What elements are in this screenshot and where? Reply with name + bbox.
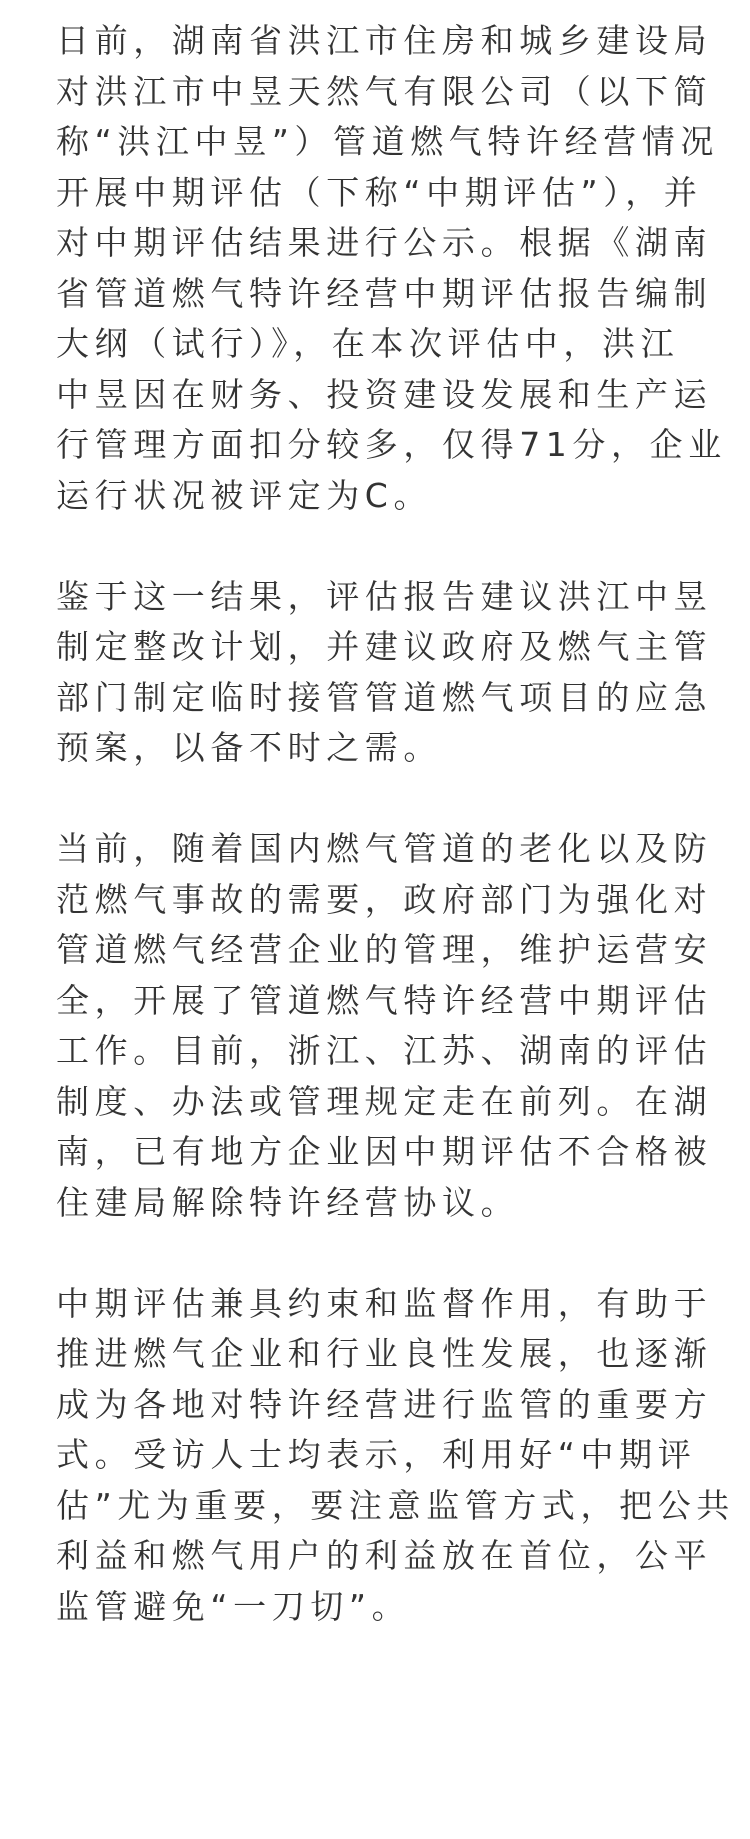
text-line: 称“洪江中昱”）管道燃气特许经营情况 (56, 122, 719, 161)
text-line: 大纲（试行）》，在本次评估中，洪江 (56, 324, 680, 363)
paragraph-4 (56, 1279, 735, 1633)
text-line: 住建局解除特许经营协议。 (56, 1182, 520, 1222)
text-line: 管道燃气经营企业的管理，维护运营安 (56, 930, 713, 969)
text-line: 工作。目前，浙江、江苏、湖南的评估 (56, 1031, 713, 1070)
text-line: 成为各地对特许经营进行监管的重要方 (56, 1384, 713, 1424)
text-line: 利益和燃气用户的利益放在首位，公平 (56, 1536, 713, 1575)
paragraph-gap (56, 1228, 706, 1279)
paragraph-gap (56, 774, 706, 825)
text-line: 预案，以备不时之需。 (56, 728, 442, 767)
text-line: 监管避免“一刀切”。 (56, 1586, 411, 1626)
text-line: 制度、办法或管理规定走在前列。在湖 (56, 1081, 713, 1121)
text-line: 对中期评估结果进行公示。根据《湖南 (56, 223, 713, 262)
text-line: 估”尤为重要，要注意监管方式，把公共 (56, 1485, 735, 1525)
text-line: 对洪江市中昱天然气有限公司（以下简 (56, 71, 713, 111)
text-line: 运行状况被评定为C。 (56, 475, 433, 515)
text-line: 鉴于这一结果，评估报告建议洪江中昱 (56, 576, 713, 616)
text-line: 日前，湖南省洪江市住房和城乡建设局 (56, 21, 713, 60)
paragraph-gap (56, 521, 706, 572)
text-line: 式。受访人士均表示，利用好“中期评 (56, 1435, 697, 1474)
text-line: 省管道燃气特许经营中期评估报告编制 (56, 273, 713, 313)
text-line: 推进燃气企业和行业良性发展，也逐渐 (56, 1334, 713, 1373)
text-line: 开展中期评估（下称“中期评估”），并 (56, 172, 703, 212)
text-line: 范燃气事故的需要，政府部门为强化对 (56, 879, 713, 919)
text-line: 当前，随着国内燃气管道的老化以及防 (56, 829, 713, 868)
text-line: 南，已有地方企业因中期评估不合格被 (56, 1132, 713, 1171)
article-body (56, 16, 735, 1632)
paragraph-2 (56, 572, 713, 774)
text-line: 中期评估兼具约束和监督作用，有助于 (56, 1283, 713, 1323)
text-line: 中昱因在财务、投资建设发展和生产运 (56, 374, 713, 414)
text-line: 部门制定临时接管管道燃气项目的应急 (56, 677, 713, 717)
paragraph-3 (56, 824, 713, 1228)
text-line: 行管理方面扣分较多，仅得71分，企业 (56, 425, 727, 464)
paragraph-1 (56, 16, 727, 521)
text-line: 制定整改计划，并建议政府及燃气主管 (56, 627, 713, 666)
text-line: 全，开展了管道燃气特许经营中期评估 (56, 980, 713, 1020)
